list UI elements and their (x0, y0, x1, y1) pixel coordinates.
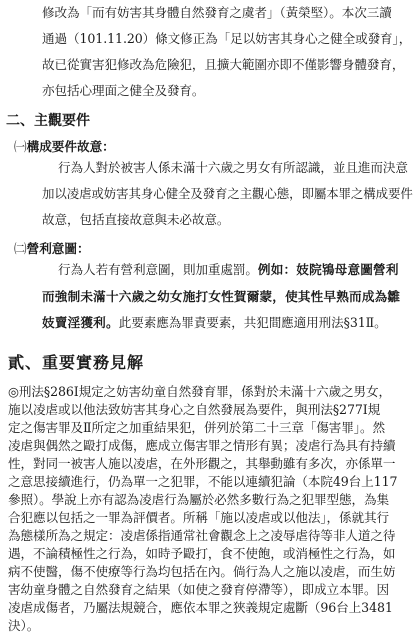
text-line: 加以凌虐或妨害其身心健全及發育之主觀心態，即屬本罪之構成要件 (42, 186, 413, 201)
text-line (58, 261, 399, 279)
subsection-number: ㈡ (14, 241, 27, 256)
section-heading-subjective-elements: 二、主觀要件 (6, 113, 90, 129)
text-line: 施以凌虐或以他法致妨害其身心之自然發展為要件，與刑法§277Ⅰ規 (8, 402, 381, 417)
text-line (42, 288, 400, 306)
text-line: 參照）。學說上亦有認為凌虐行為屬於必然多數行為之犯罪型態，為集 (8, 492, 390, 507)
section-heading-practice: 貳、重要實務見解 (8, 353, 145, 372)
subsection-number: ㈠ (14, 139, 27, 154)
text-line: 合犯應以包括之一罪為評價者。所稱「施以凌虐或以他法」，係就其行 (8, 510, 390, 525)
text-line: 凌虐與偶然之毆打成傷，應成立傷害罪之情形有異；凌虐行為具有持續 (8, 438, 396, 453)
subsection-heading-intent (14, 136, 115, 155)
example-text: 而強制未滿十六歲之幼女施打女性賀爾蒙，使其性早熟而成為雛 (42, 289, 401, 304)
text-line: 定之傷害罪及Ⅱ所定之加重結果犯，併列於第二十三章「傷害罪」。然 (8, 420, 385, 435)
text-line: 病不使醫，傷不使療等行為均包括在內。倘行為人之施以凌虐，而生妨 (8, 564, 396, 579)
text-line: 故已從實害犯修改為危險犯，且擴大範圍亦即不僅影響身體發育， (42, 57, 405, 72)
subsection-label: 營利意圖： (26, 241, 90, 256)
text-run: 此要素應為罪責要素，共犯間應適用刑法§31Ⅱ。 (118, 315, 387, 330)
text-line: 亦包括心理面之健全及發育。 (42, 83, 205, 98)
text-run: 行為人若有營利意圖，則加重處罰。 (58, 262, 258, 277)
text-line: 凌虐成傷者，乃屬法規競合，應依本罪之狹義規定處斷（96台上3481 (8, 600, 393, 615)
subsection-heading-profit-intent (14, 238, 90, 257)
text-line: 決）。 (8, 618, 40, 633)
example-text: 例如：妓院鴇母意圖營利 (257, 262, 399, 277)
text-line: 修改為「而有妨害其身體自然發育之虞者」（黃榮堅）。本次三讀 (42, 5, 392, 20)
text-line: 通過（101.11.20）條文修正為「足以妨害其身心之健全或發育」， (42, 31, 412, 46)
text-line: 害幼童身體之自然發育之結果（如使之發育停滯等），即成立本罪。因 (8, 582, 390, 597)
text-line: 故意，包括直接故意與未必故意。 (42, 212, 230, 227)
text-line: 性，對同一被害人施以凌虐，在外形觀之，其舉動雖有多次，亦係單一 (8, 456, 396, 471)
text-line: 遇，不論積極性之行為，如時予毆打，食不使飽，或消極性之行為，如 (8, 546, 396, 561)
text-line: 之意思接續進行，仍為單一之犯罪，不能以連續犯論（本院49台上117 (8, 474, 398, 489)
subsection-label: 構成要件故意： (26, 139, 115, 154)
text-line: 行為人對於被害人係未滿十六歲之男女有所認識，並且進而決意 (58, 160, 408, 175)
text-line (42, 314, 387, 332)
text-line: 為態樣所為之規定：凌虐係指通常社會觀念上之凌辱虐待等非人道之待 (8, 528, 396, 543)
text-line: ◎刑法§286Ⅰ規定之妨害幼童自然發育罪，係對於未滿十六歲之男女， (8, 384, 392, 399)
example-text: 妓賣淫獲利。 (42, 315, 119, 330)
